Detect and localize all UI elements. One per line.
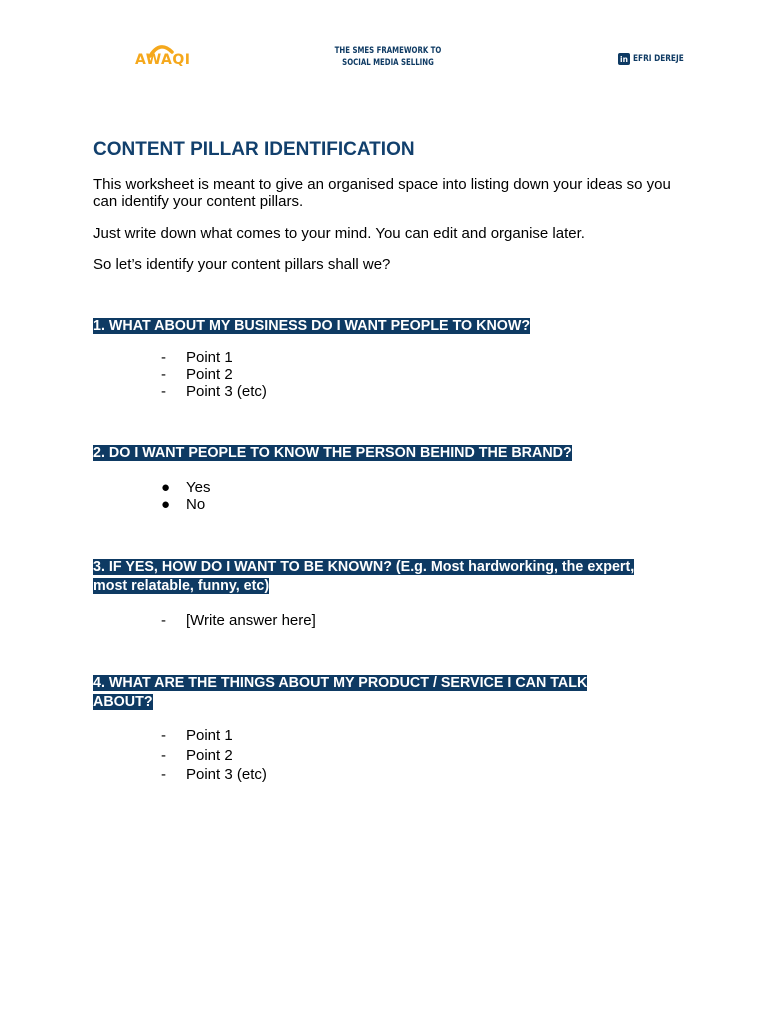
list-item [160, 727, 267, 747]
dash-marker: - [161, 349, 166, 366]
page-title: CONTENT PILLAR IDENTIFICATION [93, 139, 415, 160]
list-item [160, 349, 267, 366]
list-item-text: Point 1 [186, 727, 233, 744]
question-4-heading: 4. WHAT ARE THE THINGS ABOUT MY PRODUCT / SERVICE I CAN TALK ABOUT? [93, 675, 588, 710]
dash-marker: - [161, 766, 166, 783]
list-item-text: No [186, 496, 206, 513]
list-item [160, 612, 316, 629]
list-item [160, 366, 267, 383]
linkedin-icon: in [618, 53, 630, 65]
intro-paragraph: This worksheet is meant to give an organised space into listing down your ideas so you can identify your content pillars. [93, 176, 671, 210]
header-title-line2: SOCIAL MEDIA SELLING [342, 58, 434, 68]
question-2-heading: 2. DO I WANT PEOPLE TO KNOW THE PERSON BEHIND THE BRAND? [93, 445, 572, 461]
intro-paragraph: Just write down what comes to your mind. You can edit and organise later. [93, 225, 585, 242]
question-1-heading: 1. WHAT ABOUT MY BUSINESS DO I WANT PEOPLE TO KNOW? [93, 318, 531, 334]
question-2-list [160, 479, 210, 513]
question-3-list [160, 612, 316, 629]
list-item [160, 479, 210, 496]
author-name: EFRI DEREJE [633, 54, 684, 64]
list-item-text: Point 1 [186, 349, 233, 366]
intro-paragraph: So let’s identify your content pillars shall we? [93, 256, 391, 273]
dash-marker: - [161, 366, 166, 383]
dash-marker: - [161, 746, 166, 764]
question-heading [93, 444, 638, 463]
list-item-text: Point 3 (etc) [186, 766, 267, 783]
question-heading [93, 558, 638, 596]
dash-marker: - [161, 383, 166, 400]
bullet-icon: ● [161, 496, 171, 513]
author-credit [618, 52, 695, 66]
question-3-heading: 3. IF YES, HOW DO I WANT TO BE KNOWN? (E.g. Most hardworking, the expert, most relatable, funny, etc) [93, 559, 635, 594]
question-heading [93, 674, 638, 712]
page-header [0, 0, 768, 110]
list-item [160, 747, 267, 767]
question-heading [93, 317, 638, 336]
header-title-line1: THE SMES FRAMEWORK TO [334, 46, 442, 56]
list-item-text: Point 2 [186, 746, 233, 764]
bullet-icon: ● [161, 479, 171, 496]
list-item [160, 496, 210, 513]
list-item-text: Yes [186, 479, 211, 496]
list-item-text: Point 2 [186, 366, 233, 383]
list-item-text: Point 3 (etc) [186, 383, 267, 400]
dash-marker: - [161, 727, 166, 744]
list-item [160, 383, 267, 400]
logo-text: AWAQI [135, 52, 191, 68]
list-item [160, 766, 267, 786]
dash-marker: - [161, 612, 166, 629]
question-1-list [160, 349, 267, 400]
header-title [331, 45, 446, 69]
list-item-text: [Write answer here] [186, 612, 316, 629]
awaqi-logo [134, 40, 191, 72]
question-4-list [160, 727, 267, 786]
